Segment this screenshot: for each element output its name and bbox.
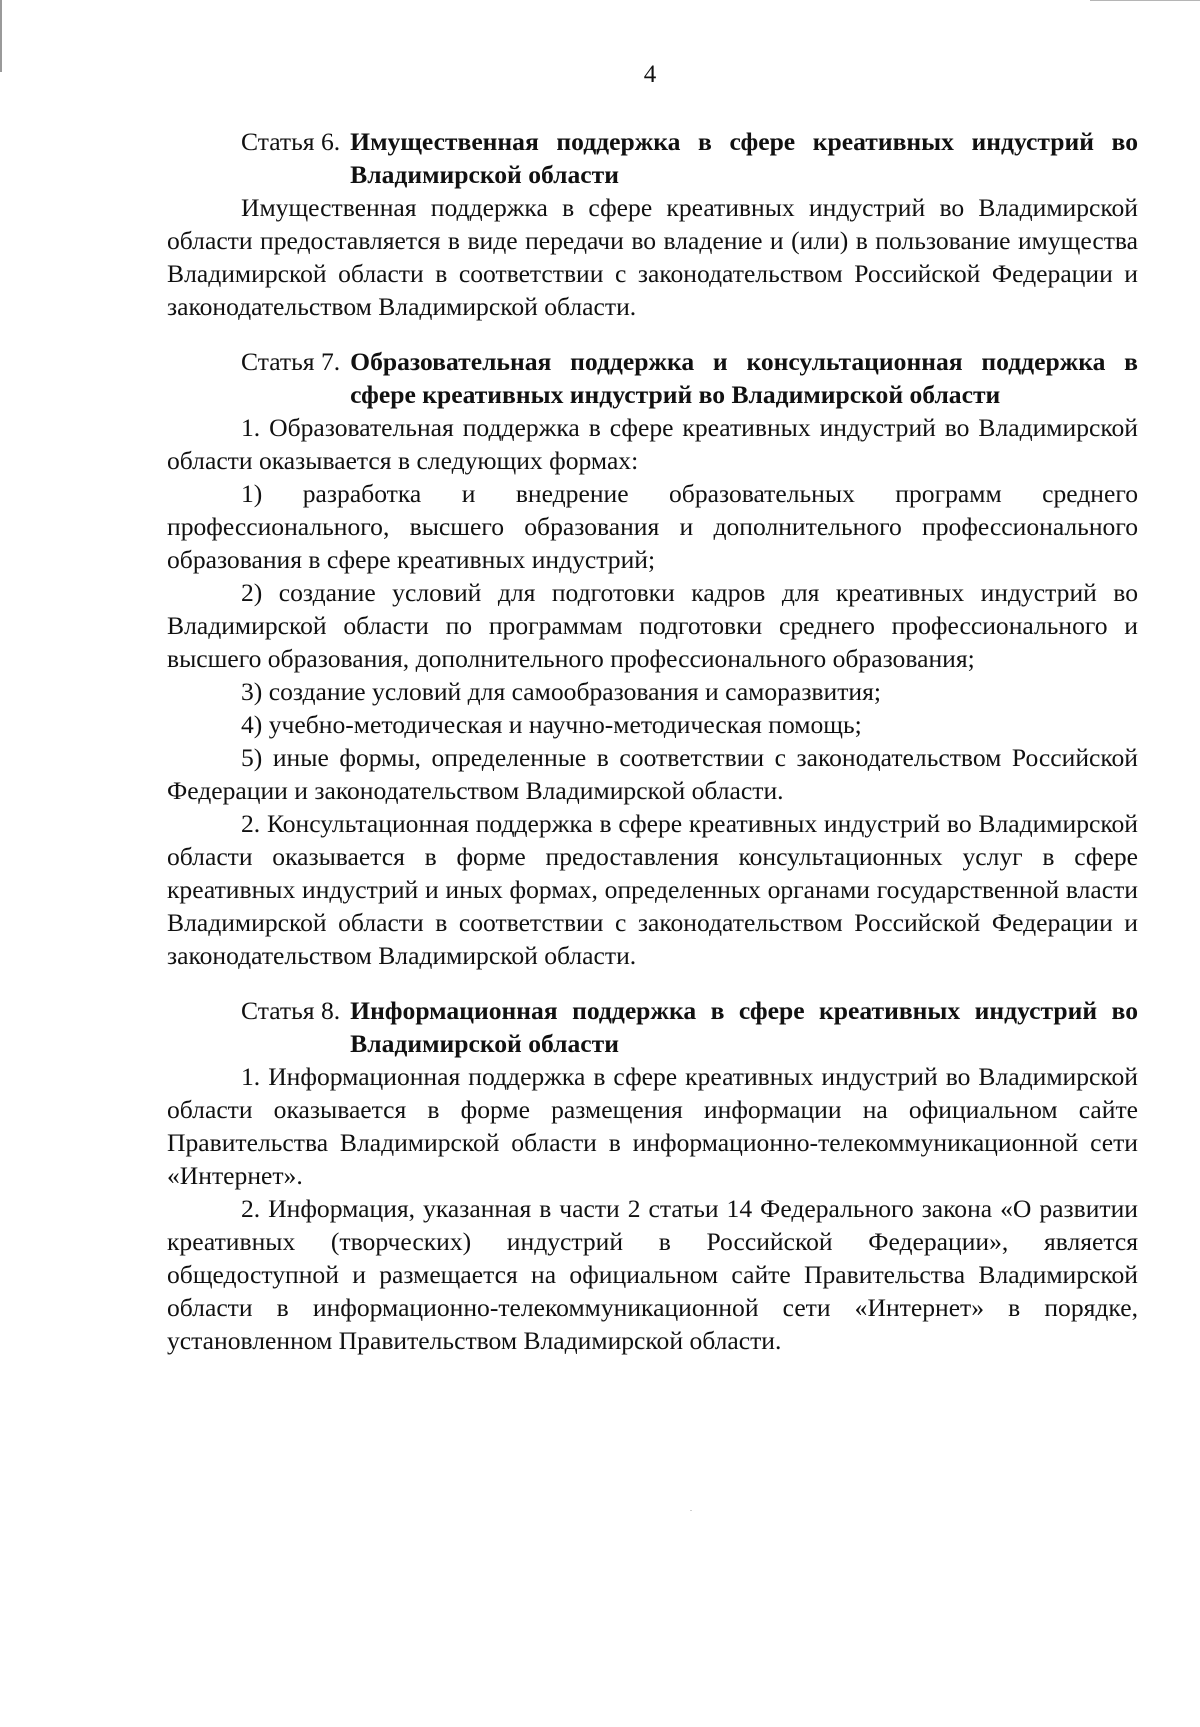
article-6 bbox=[167, 125, 1138, 323]
article-8 bbox=[167, 994, 1138, 1357]
article-paragraph: 2. Консультационная поддержка в сфере креативных индустрий во Владимирской области оказывается в форме предоставления консультационных услуг в сфере креативных индустрий и иных формах, определенных органами государственной власти Владимирской области в соответствии с законодательством Российской Федерации и законодательством Владимирской области. bbox=[167, 809, 1138, 970]
article-heading bbox=[167, 125, 1138, 191]
article-label: Статья 7. bbox=[241, 347, 341, 376]
article-label: Статья 6. bbox=[241, 127, 341, 156]
article-paragraph: Имущественная поддержка в сфере креативных индустрий во Владимирской области предоставляется в виде передачи во владение и (или) в пользование имущества Владимирской области в соответствии с законодательством Российской Федерации и законодательством Владимирской области. bbox=[167, 193, 1138, 321]
page-number: 4 bbox=[643, 61, 657, 88]
article-paragraph: 1. Информационная поддержка в сфере креативных индустрий во Владимирской области оказывается в форме размещения информации на официальном сайте Правительства Владимирской области в информационно-телекоммуникационной сети «Интернет». bbox=[167, 1062, 1138, 1190]
article-title: Образовательная поддержка и консультационная поддержка в сфере креативных индустрий во Владимирской области bbox=[350, 347, 1138, 409]
article-title: Информационная поддержка в сфере креативных индустрий во Владимирской области bbox=[350, 996, 1138, 1058]
scan-edge-mark-top bbox=[1090, 0, 1200, 1]
list-item: 5) иные формы, определенные в соответствии с законодательством Российской Федерации и законодательством Владимирской области. bbox=[167, 743, 1138, 805]
list-item: 1) разработка и внедрение образовательных программ среднего профессионального, высшего образования и дополнительного профессионального образования в сфере креативных индустрий; bbox=[167, 479, 1138, 574]
article-paragraph: 2. Информация, указанная в части 2 статьи 14 Федерального закона «О развитии креативных (творческих) индустрий в Российской Федерации», является общедоступной и размещается на официальном сайте Правительства Владимирской области в информационно-телекоммуникационной сети «Интернет» в порядке, установленном Правительством Владимирской области. bbox=[167, 1194, 1138, 1355]
document-body bbox=[167, 125, 1138, 1357]
article-7 bbox=[167, 345, 1138, 972]
scan-artifact-line bbox=[690, 1510, 692, 1511]
article-heading bbox=[167, 345, 1138, 411]
article-paragraph: 1. Образовательная поддержка в сфере креативных индустрий во Владимирской области оказывается в следующих формах: bbox=[167, 413, 1138, 475]
list-item: 2) создание условий для подготовки кадров для креативных индустрий во Владимирской области по программам подготовки среднего профессионального и высшего образования, дополнительного профессионального образования; bbox=[167, 578, 1138, 673]
list-item: 3) создание условий для самообразования и саморазвития; bbox=[241, 677, 881, 706]
article-title: Имущественная поддержка в сфере креативных индустрий во Владимирской области bbox=[350, 127, 1138, 189]
article-label: Статья 8. bbox=[241, 996, 341, 1025]
article-heading bbox=[167, 994, 1138, 1060]
list-item: 4) учебно-методическая и научно-методическая помощь; bbox=[241, 710, 862, 739]
